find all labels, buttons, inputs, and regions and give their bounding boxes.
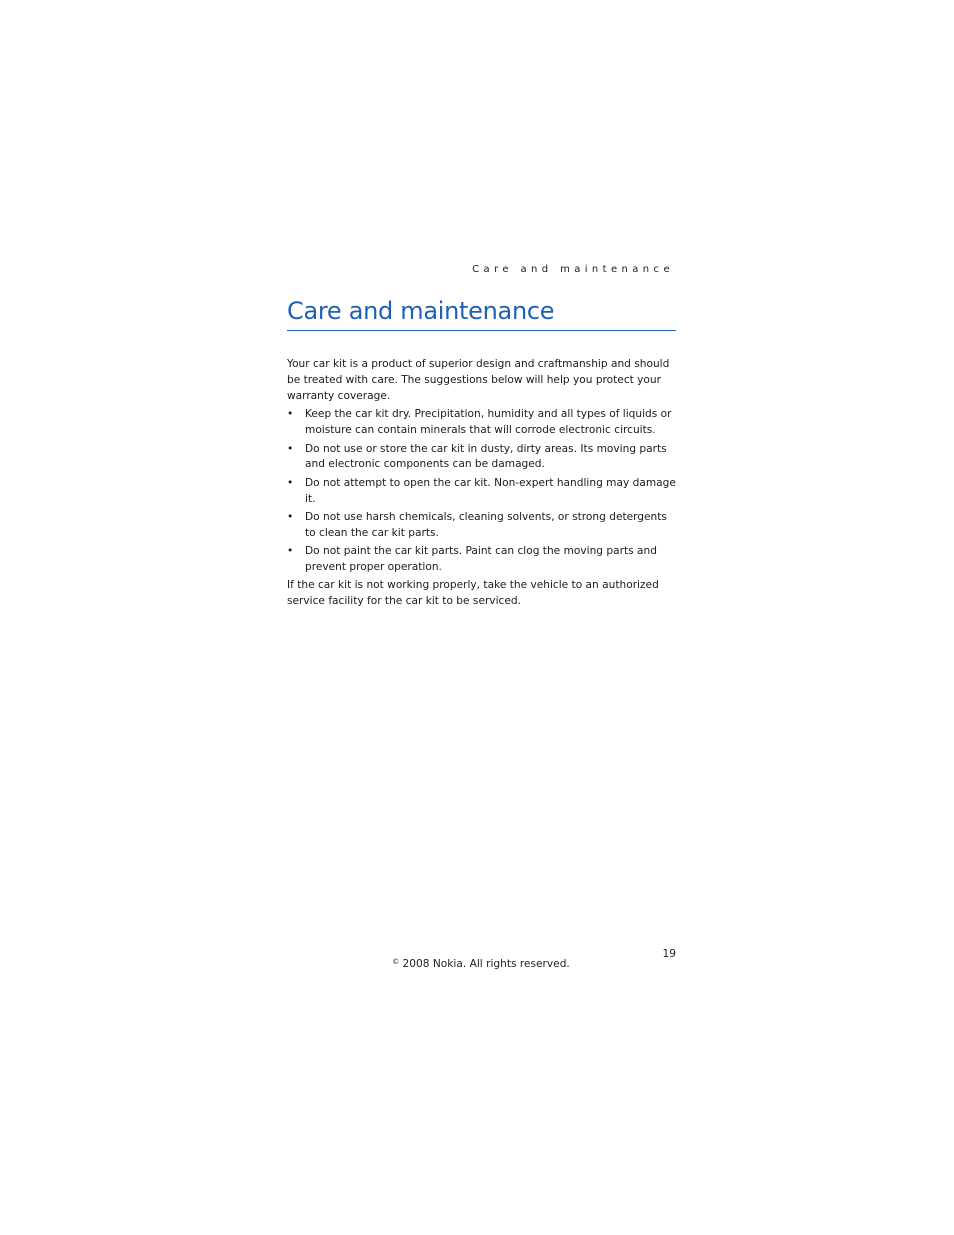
service-paragraph: If the car kit is not working properly, take the vehicle to an authorized service facility for the car kit to be serviced. xyxy=(287,579,659,608)
list-item-text: Keep the car kit dry. Precipitation, humidity and all types of liquids or moisture can contain minerals that will corrode electronic circuits. xyxy=(305,408,672,437)
bullet-icon: • xyxy=(287,442,294,455)
list-item xyxy=(287,544,676,576)
bullet-icon: • xyxy=(287,476,294,489)
page-title: Care and maintenance xyxy=(287,294,676,331)
care-tips-list xyxy=(287,407,676,575)
page-content xyxy=(287,294,676,610)
bullet-icon: • xyxy=(287,510,294,523)
copyright-notice xyxy=(0,958,954,970)
page-number: 19 xyxy=(662,948,676,960)
list-item-text: Do not paint the car kit parts. Paint can clog the moving parts and prevent proper operation. xyxy=(305,545,657,573)
bullet-icon: • xyxy=(287,545,294,558)
list-item-text: Do not use or store the car kit in dusty, dirty areas. Its moving parts and electronic components can be damaged. xyxy=(305,442,667,471)
intro-paragraph: Your car kit is a product of superior design and craftmanship and should be treated with care. The suggestions below will help you protect your warranty coverage. xyxy=(287,358,670,402)
list-item xyxy=(287,510,676,542)
copyright-text: 2008 Nokia. All rights reserved. xyxy=(399,958,570,970)
list-item-text: Do not attempt to open the car kit. Non-expert handling may damage it. xyxy=(305,476,676,505)
list-item xyxy=(287,442,676,474)
running-header: Care and maintenance xyxy=(472,264,674,275)
bullet-icon: • xyxy=(287,408,294,421)
list-item xyxy=(287,407,676,439)
copyright-icon: © xyxy=(392,958,400,966)
list-item xyxy=(287,476,676,508)
list-item-text: Do not use harsh chemicals, cleaning solvents, or strong detergents to clean the car kit parts. xyxy=(305,510,667,539)
